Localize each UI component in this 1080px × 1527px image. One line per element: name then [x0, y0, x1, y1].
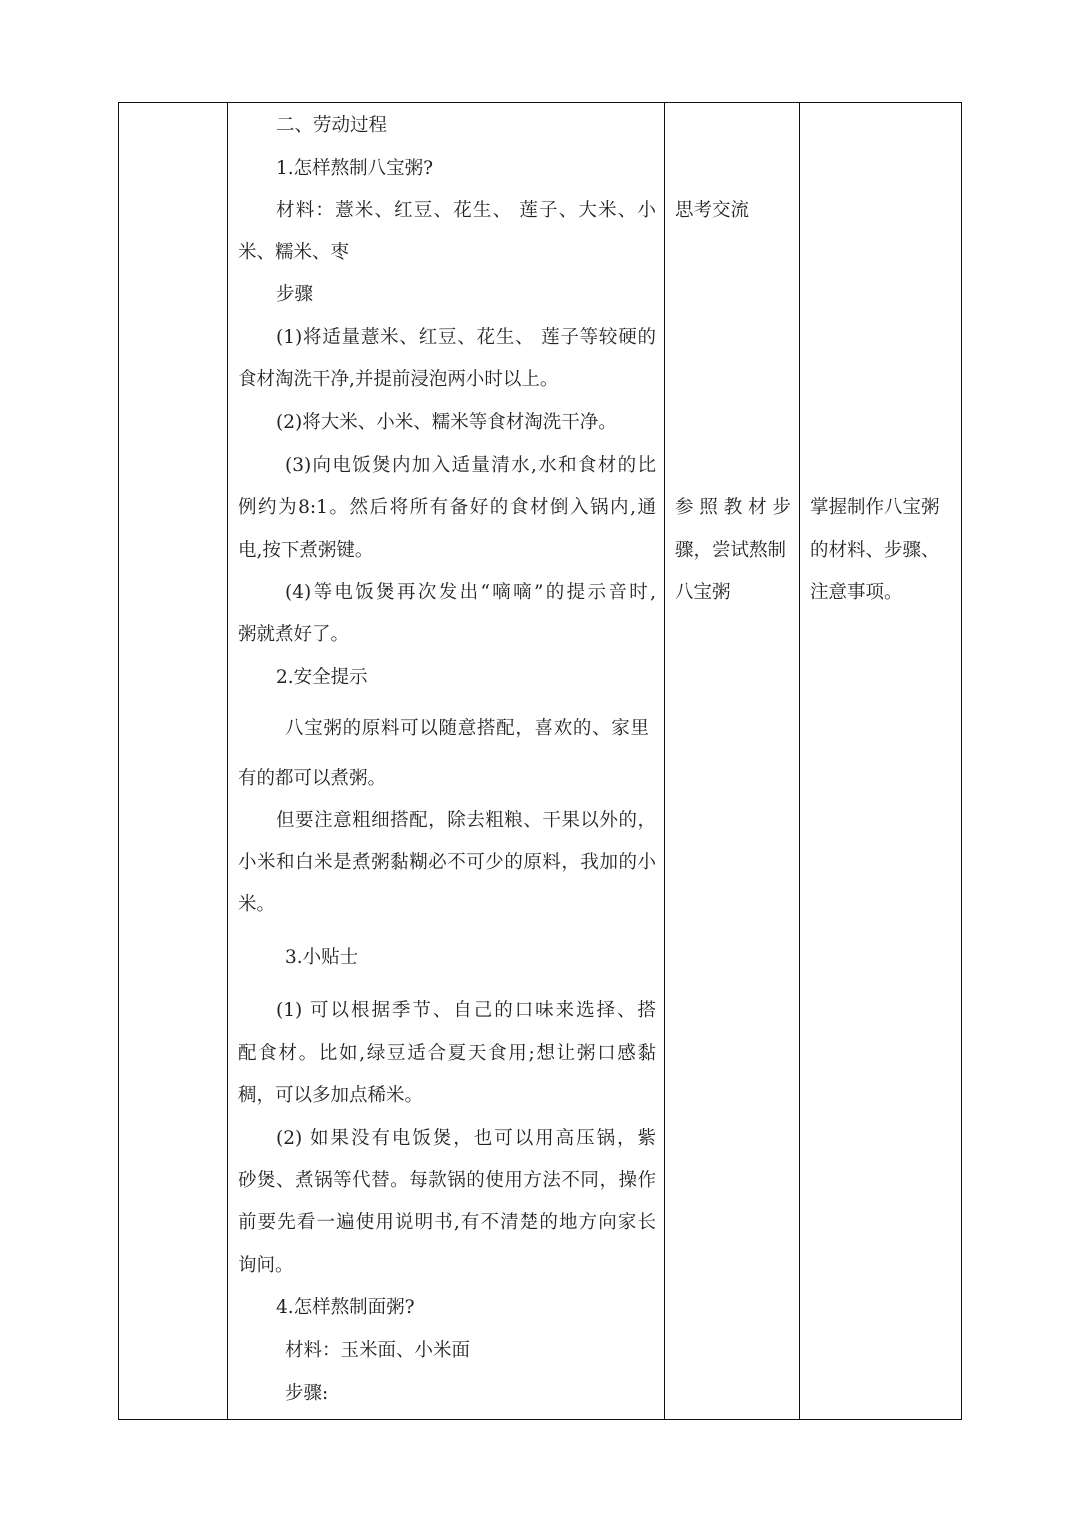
q1-steps-label: 步骤	[276, 284, 314, 305]
tip1-line1: (1) 可以根据季节、自己的口味来选择、搭	[276, 1000, 656, 1021]
goal-line1: 掌握制作八宝粥	[810, 497, 940, 518]
activity-line-b: 骤，尝试熬制	[675, 540, 787, 561]
empty-left-cell	[119, 103, 227, 1419]
safety-p1-line2: 有的都可以煮粥。	[238, 768, 387, 789]
activity-line-a: 参 照 教 材 步	[675, 497, 792, 518]
step4-line1: (4)等电饭煲再次发出“嘀嘀”的提示音时,	[285, 582, 656, 603]
tip2-line3: 前要先看一遍使用说明书,有不清楚的地方向家长	[238, 1212, 656, 1233]
tip1-line3: 稠，可以多加点稀米。	[238, 1085, 424, 1106]
tip1-line2: 配食材。比如,绿豆适合夏天食用;想让粥口感黏	[238, 1043, 656, 1064]
step3-line3: 电,按下煮粥键。	[238, 540, 374, 561]
safety-p2-line1: 但要注意粗细搭配，除去粗粮、干果以外的，	[276, 810, 656, 831]
tip2-line2: 砂煲、煮锅等代替。每款锅的使用方法不同，操作	[238, 1170, 656, 1191]
activity-line-c: 八宝粥	[675, 582, 731, 603]
step2-line1: (2)将大米、小米、糯米等食材淘洗干净。	[276, 412, 617, 433]
goal-line2: 的材料、步骤、	[810, 540, 940, 561]
section-title: 二、劳动过程	[276, 115, 388, 136]
goal-line3: 注意事项。	[810, 582, 903, 603]
goal-cell	[799, 103, 961, 1419]
tips-title: 3.小贴士	[285, 947, 359, 968]
step3-line2: 例约为8:1。然后将所有备好的食材倒入锅内,通	[238, 497, 656, 518]
step1-line2: 食材淘洗干净,并提前浸泡两小时以上。	[238, 369, 559, 390]
lesson-table	[118, 102, 962, 1420]
safety-p2-line3: 米。	[238, 894, 276, 915]
safety-p2-line2: 小米和白米是煮粥黏糊必不可少的原料，我加的小	[238, 852, 656, 873]
tip2-line1: (2) 如果没有电饭煲，也可以用高压锅，紫	[276, 1128, 656, 1149]
safety-p1-line1: 八宝粥的原料可以随意搭配，喜欢的、家里	[285, 718, 649, 739]
activity-think-discuss: 思考交流	[675, 200, 750, 221]
q1-title: 1.怎样熬制八宝粥?	[276, 158, 434, 179]
student-activity-cell	[664, 103, 799, 1419]
q1-materials-line2: 米、糯米、枣	[238, 242, 350, 263]
q4-title: 4.怎样熬制面粥?	[276, 1297, 415, 1318]
step4-line2: 粥就煮好了。	[238, 624, 350, 645]
step3-line1: (3)向电饭煲内加入适量清水,水和食材的比	[285, 455, 656, 476]
tip2-line4: 询问。	[238, 1255, 294, 1276]
safety-title: 2.安全提示	[276, 667, 368, 688]
q4-steps-label: 步骤:	[285, 1383, 329, 1404]
step1-line1: (1)将适量薏米、红豆、花生、 莲子等较硬的	[276, 327, 656, 348]
q4-materials: 材料：玉米面、小米面	[285, 1340, 471, 1361]
q1-materials-line1: 材料：薏米、红豆、花生、 莲子、大米、小	[276, 200, 656, 221]
labor-process-cell	[227, 103, 664, 1419]
